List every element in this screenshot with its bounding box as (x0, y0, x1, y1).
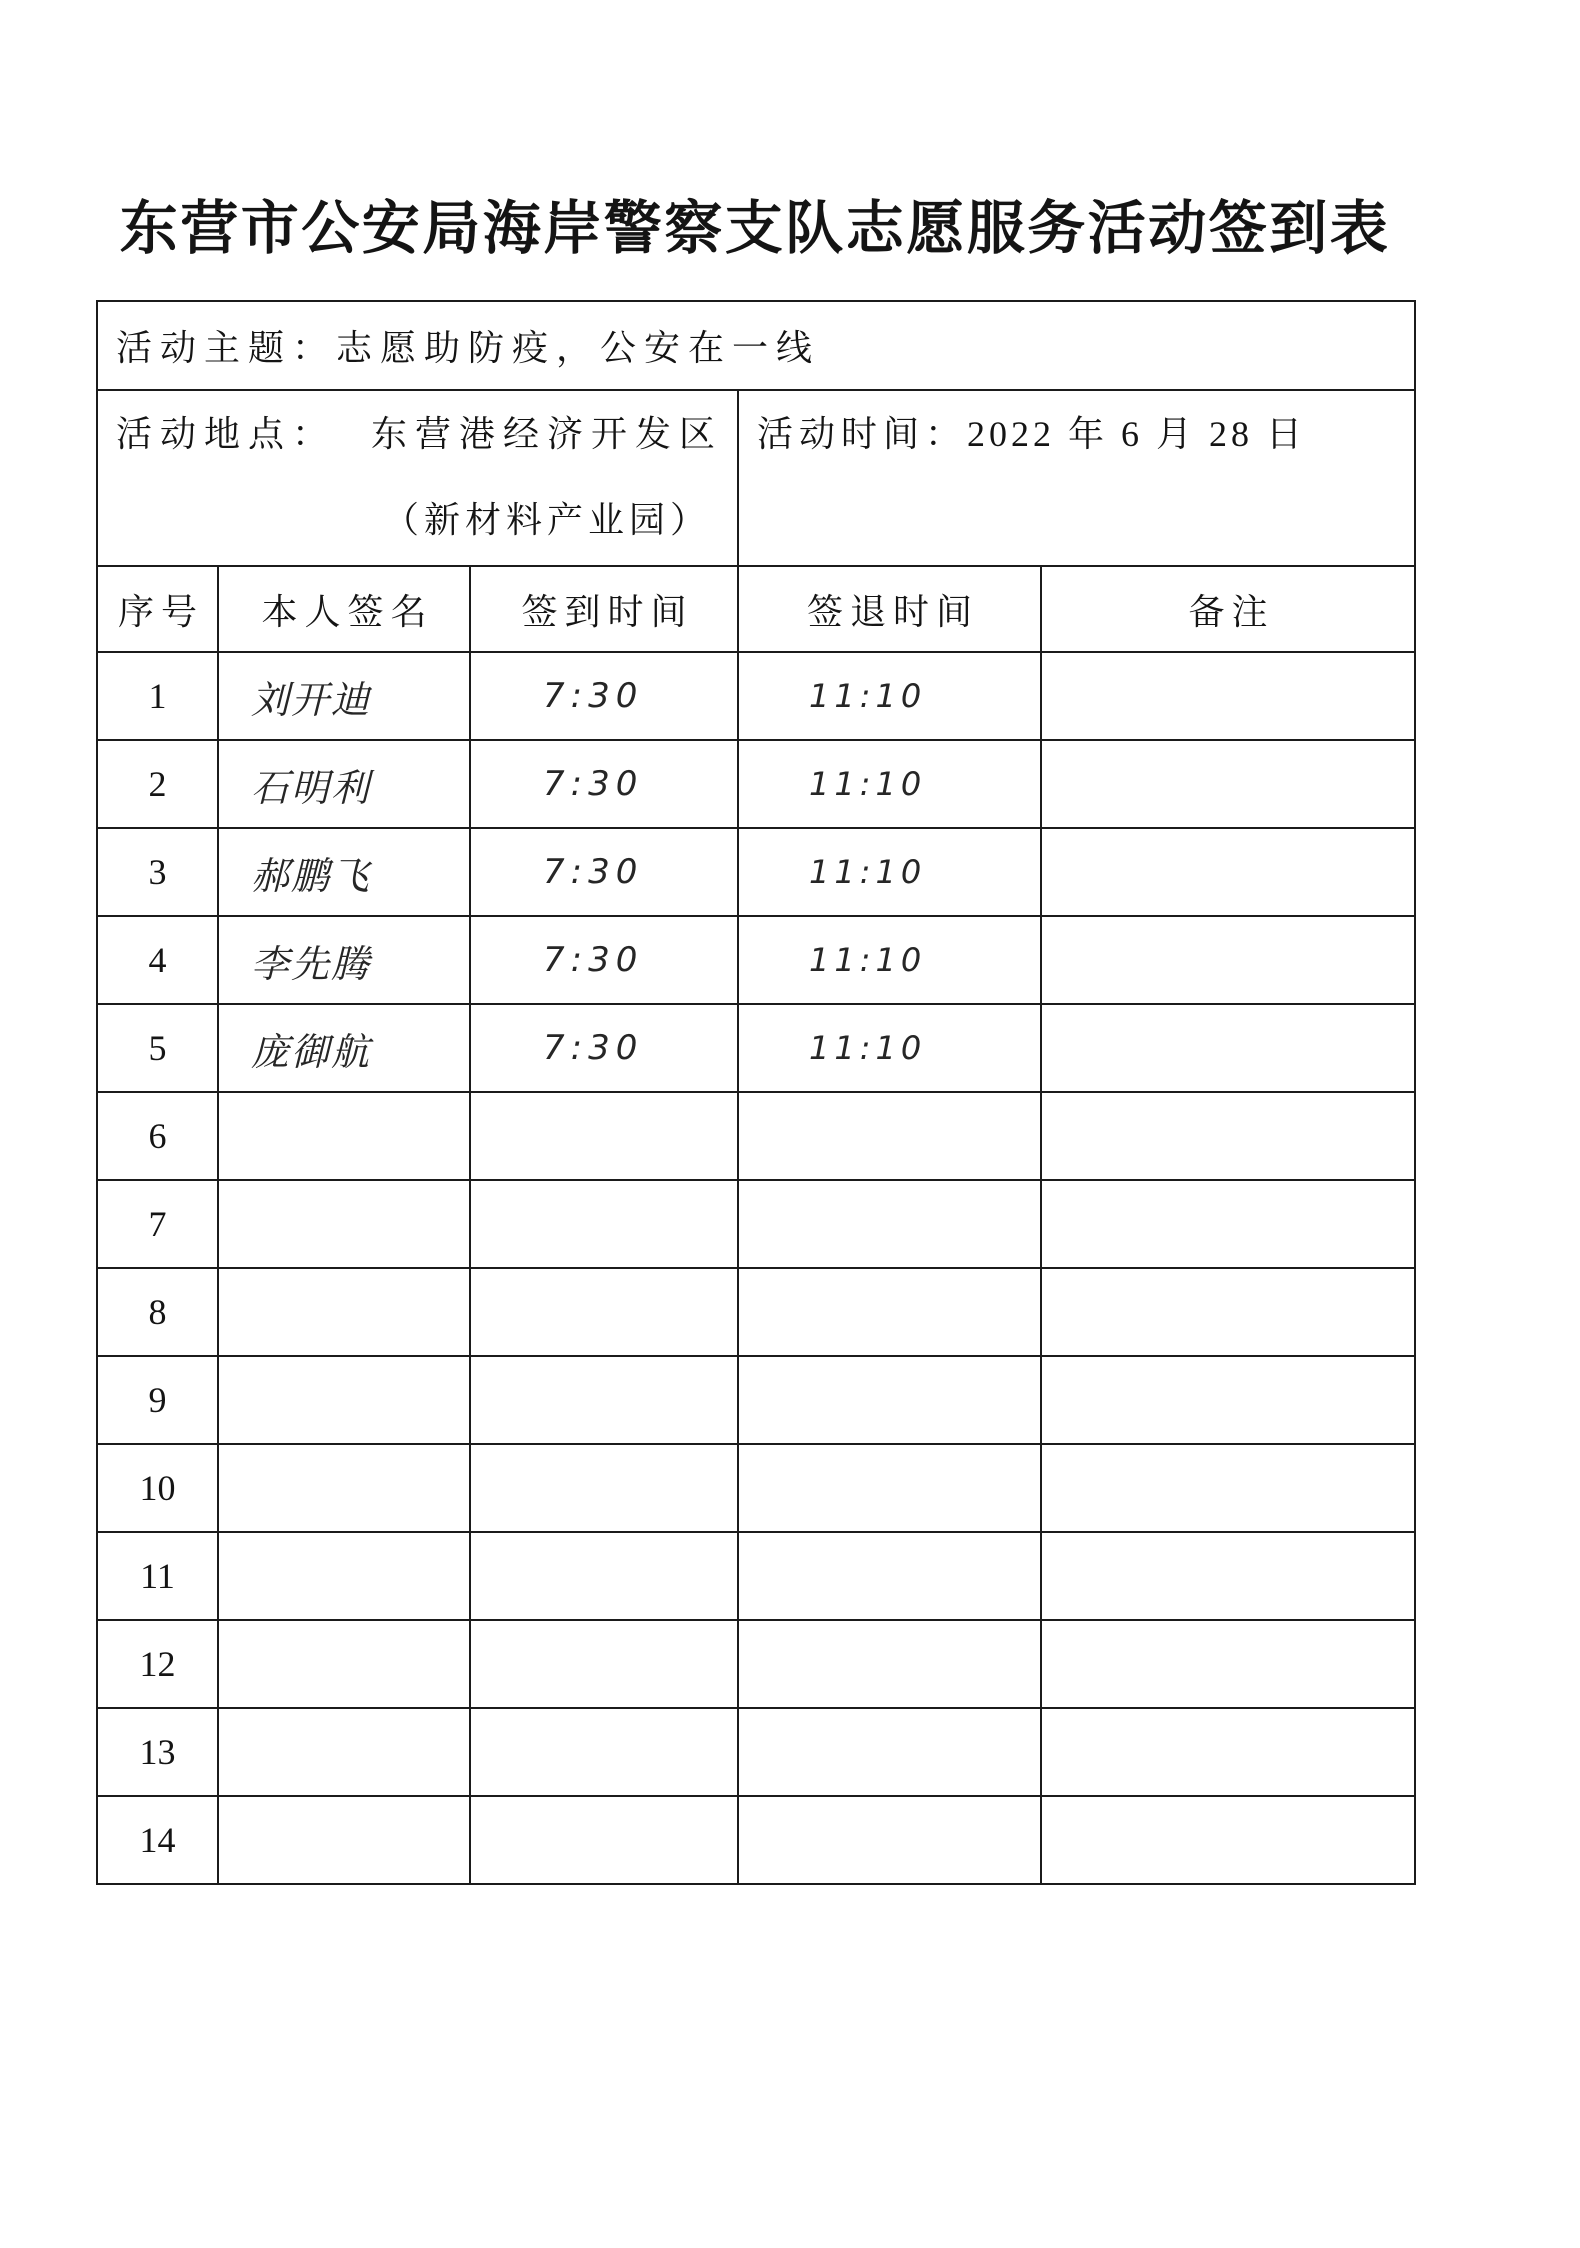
sign-out-time: 11:10 (738, 916, 1041, 1004)
table-row (97, 1532, 1415, 1620)
sign-in-time: 7:30 (470, 652, 738, 740)
location-value (371, 391, 723, 563)
header-signature: 本人签名 (218, 566, 470, 652)
remark-cell (1041, 828, 1415, 916)
signature: 郝鹏飞 (218, 828, 470, 916)
time-cell (738, 390, 1415, 566)
sign-in-time: 7:30 (470, 740, 738, 828)
sign-in-time (470, 1268, 738, 1356)
signature: 刘开迪 (218, 652, 470, 740)
signature: 李先腾 (218, 916, 470, 1004)
header-number: 序号 (97, 566, 218, 652)
sign-in-time (470, 1620, 738, 1708)
signature (218, 1532, 470, 1620)
row-number: 13 (97, 1708, 218, 1796)
theme-label: 活动主题： (116, 328, 337, 368)
remark-cell (1041, 652, 1415, 740)
activity-date: 2022 年 6 月 28 日 (967, 414, 1307, 454)
sign-out-time (738, 1180, 1041, 1268)
row-number: 8 (97, 1268, 218, 1356)
remark-cell (1041, 1620, 1415, 1708)
signature (218, 1620, 470, 1708)
table-row (97, 1444, 1415, 1532)
location-name: 东营港经济开发区 (371, 414, 724, 454)
time-label: 活动时间： (757, 414, 968, 454)
remark-cell (1041, 1268, 1415, 1356)
location-label: 活动地点： (116, 414, 337, 454)
row-number: 11 (97, 1532, 218, 1620)
row-number: 2 (97, 740, 218, 828)
sign-out-time (738, 1532, 1041, 1620)
signature (218, 1356, 470, 1444)
remark-cell (1041, 1092, 1415, 1180)
remark-cell (1041, 740, 1415, 828)
sign-in-time (470, 1708, 738, 1796)
signature: 庞御航 (218, 1004, 470, 1092)
table-row (97, 1708, 1415, 1796)
table-row (97, 916, 1415, 1004)
header-remark: 备注 (1041, 566, 1415, 652)
remark-cell (1041, 1356, 1415, 1444)
header-sign-in-time: 签到时间 (470, 566, 738, 652)
table-row (97, 652, 1415, 740)
sign-out-time (738, 1444, 1041, 1532)
signature (218, 1444, 470, 1532)
remark-cell (1041, 916, 1415, 1004)
theme-row (97, 301, 1415, 390)
sign-in-time (470, 1092, 738, 1180)
remark-cell (1041, 1796, 1415, 1884)
table-row (97, 1796, 1415, 1884)
sign-out-time (738, 1092, 1041, 1180)
row-number: 12 (97, 1620, 218, 1708)
signature (218, 1092, 470, 1180)
page-title: 东营市公安局海岸警察支队志愿服务活动签到表 (119, 196, 1391, 261)
signature: 石明利 (218, 740, 470, 828)
row-number: 9 (97, 1356, 218, 1444)
row-number: 14 (97, 1796, 218, 1884)
table-row (97, 1620, 1415, 1708)
table-row (97, 1092, 1415, 1180)
sign-in-time (470, 1180, 738, 1268)
sign-in-time: 7:30 (470, 1004, 738, 1092)
row-number: 1 (97, 652, 218, 740)
sign-in-time (470, 1796, 738, 1884)
table-row (97, 1180, 1415, 1268)
remark-cell (1041, 1004, 1415, 1092)
sign-in-time (470, 1356, 738, 1444)
header-row (97, 566, 1415, 652)
sign-in-time: 7:30 (470, 916, 738, 1004)
sign-out-time (738, 1356, 1041, 1444)
location-subname: （新材料产业园） (382, 500, 711, 540)
theme-cell (97, 301, 1415, 390)
row-number: 3 (97, 828, 218, 916)
sign-out-time: 11:10 (738, 828, 1041, 916)
location-time-row (97, 390, 1415, 566)
signature (218, 1180, 470, 1268)
sign-in-time: 7:30 (470, 828, 738, 916)
remark-cell (1041, 1532, 1415, 1620)
remark-cell (1041, 1444, 1415, 1532)
sign-out-time (738, 1796, 1041, 1884)
sign-out-time: 11:10 (738, 652, 1041, 740)
table-row (97, 1356, 1415, 1444)
row-number: 7 (97, 1180, 218, 1268)
signature (218, 1268, 470, 1356)
sign-out-time (738, 1708, 1041, 1796)
sign-out-time: 11:10 (738, 740, 1041, 828)
remark-cell (1041, 1708, 1415, 1796)
signature (218, 1708, 470, 1796)
theme-value: 志愿助防疫，公安在一线 (336, 328, 821, 368)
remark-cell (1041, 1180, 1415, 1268)
sign-in-time (470, 1444, 738, 1532)
sign-in-time (470, 1532, 738, 1620)
signature (218, 1796, 470, 1884)
row-number: 10 (97, 1444, 218, 1532)
sign-out-time (738, 1620, 1041, 1708)
sign-out-time (738, 1268, 1041, 1356)
table-row (97, 828, 1415, 916)
sign-in-table (96, 300, 1416, 1885)
sign-out-time: 11:10 (738, 1004, 1041, 1092)
row-number: 4 (97, 916, 218, 1004)
table-row (97, 1004, 1415, 1092)
table-row (97, 1268, 1415, 1356)
location-cell (97, 390, 738, 566)
row-number: 6 (97, 1092, 218, 1180)
header-sign-out-time: 签退时间 (738, 566, 1041, 652)
row-number: 5 (97, 1004, 218, 1092)
table-row (97, 740, 1415, 828)
